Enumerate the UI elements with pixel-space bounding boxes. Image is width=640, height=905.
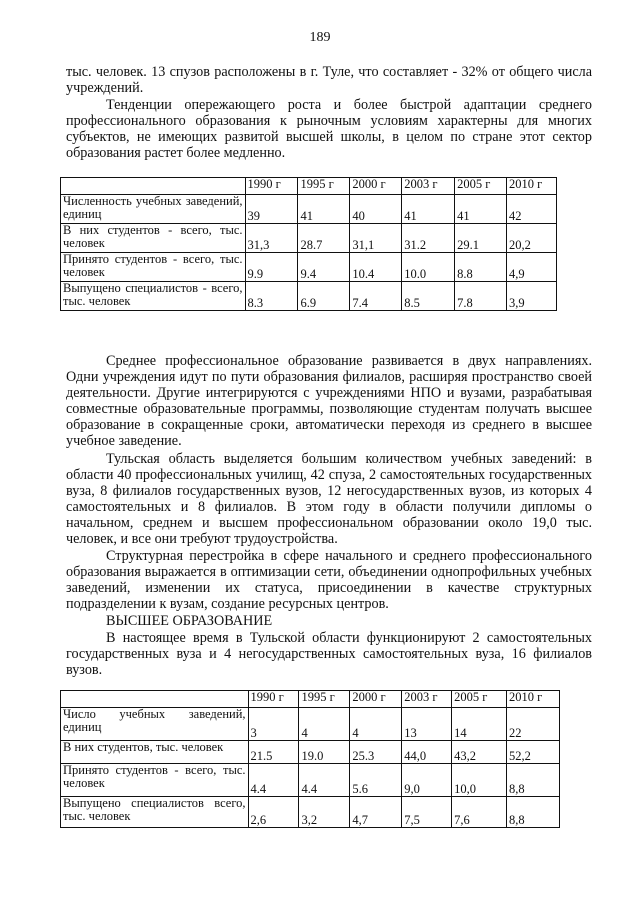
table-cell: 43,2 <box>452 741 507 764</box>
table-row <box>61 797 560 828</box>
table-cell: 31,1 <box>350 224 402 253</box>
column-header: 1990 г <box>248 691 299 708</box>
table-cell: 42 <box>507 195 557 224</box>
column-header: 1990 г <box>245 178 298 195</box>
row-label: Принято студентов - всего, тыс. человек <box>61 253 246 282</box>
table-cell: 39 <box>245 195 298 224</box>
table-cell: 9.4 <box>298 253 350 282</box>
table-cell: 8.8 <box>455 253 507 282</box>
row-label: Численность учебных заведений, единиц <box>61 195 246 224</box>
table-cell: 7.4 <box>350 282 402 311</box>
table-cell: 5.6 <box>350 764 402 797</box>
table-cell: 10.4 <box>350 253 402 282</box>
table-cell: 8.3 <box>245 282 298 311</box>
table-cell: 3 <box>248 708 299 741</box>
table-cell: 4 <box>299 708 350 741</box>
paragraph-tula-region: Тульская область выделяется большим количеством учебных заведений: в области 40 профессиональных училищ, 42 спуза, 2 самостоятельных государственных вуза, 8 филиалов государственных вузов, 12 негосударственных вузов, из которых 4 самостоятельных и 8 филиалов. В этом году в области получили дипломы о начальном, среднем и высшем профессиональном образовании около 19,0 тыс. человек, и все они требуют трудоустройства. <box>66 451 592 548</box>
table-cell: 41 <box>402 195 455 224</box>
table-header-empty <box>61 691 249 708</box>
table-cell: 6.9 <box>298 282 350 311</box>
table-cell: 44,0 <box>402 741 452 764</box>
column-header: 2000 г <box>350 691 402 708</box>
table-row <box>61 764 560 797</box>
column-header: 1995 г <box>298 178 350 195</box>
table-cell: 8,8 <box>507 764 560 797</box>
table-cell: 25.3 <box>350 741 402 764</box>
table-row <box>61 253 557 282</box>
table-cell: 9,0 <box>402 764 452 797</box>
table-row <box>61 741 560 764</box>
table-cell: 3,9 <box>507 282 557 311</box>
table-cell: 8,8 <box>507 797 560 828</box>
row-label: В них студентов, тыс. человек <box>61 741 249 764</box>
secondary-education-table <box>60 177 557 311</box>
table-cell: 29.1 <box>455 224 507 253</box>
table-cell: 7,5 <box>402 797 452 828</box>
table-row <box>61 195 557 224</box>
paragraph-higher-education: В настоящее время в Тульской области функционируют 2 самостоятельных государственных вуза и 4 негосударственных самостоятельных вуза, 16 филиалов вузов. <box>66 630 592 679</box>
table-row <box>61 224 557 253</box>
table-cell: 13 <box>402 708 452 741</box>
table-cell: 4,7 <box>350 797 402 828</box>
table-cell: 31.2 <box>402 224 455 253</box>
table-cell: 40 <box>350 195 402 224</box>
table-header-row <box>61 178 557 195</box>
table-cell: 52,2 <box>507 741 560 764</box>
column-header: 2000 г <box>350 178 402 195</box>
table-cell: 20,2 <box>507 224 557 253</box>
column-header: 2005 г <box>452 691 507 708</box>
row-label: Выпущено специалистов всего, тыс. человек <box>61 797 249 828</box>
column-header: 1995 г <box>299 691 350 708</box>
table-cell: 4.4 <box>299 764 350 797</box>
table-cell: 22 <box>507 708 560 741</box>
table-cell: 10.0 <box>402 253 455 282</box>
table-cell: 14 <box>452 708 507 741</box>
paragraph-continuation: тыс. человек. 13 спузов расположены в г. Туле, что составляет - 32% от общего числа учреждений. <box>66 64 592 97</box>
table-cell: 10,0 <box>452 764 507 797</box>
table-cell: 7,6 <box>452 797 507 828</box>
page-number: 189 <box>309 30 331 45</box>
table-cell: 21.5 <box>248 741 299 764</box>
section-heading: ВЫСШЕЕ ОБРАЗОВАНИЕ <box>106 613 273 629</box>
column-header: 2010 г <box>507 178 557 195</box>
table-cell: 41 <box>298 195 350 224</box>
column-header: 2005 г <box>455 178 507 195</box>
table-cell: 19.0 <box>299 741 350 764</box>
table-cell: 4 <box>350 708 402 741</box>
table-row <box>61 282 557 311</box>
paragraph-trends: Тенденции опережающего роста и более быстрой адаптации среднего профессионального образования к рыночным условиям характерны для многих субъектов, не имеющих развитой высшей школы, в целом по стране этот сектор образования растет более медленно. <box>66 97 592 162</box>
table-cell: 7.8 <box>455 282 507 311</box>
table-cell: 31,3 <box>245 224 298 253</box>
table-cell: 4,9 <box>507 253 557 282</box>
table-header-row <box>61 691 560 708</box>
table-cell: 28.7 <box>298 224 350 253</box>
table-cell: 2,6 <box>248 797 299 828</box>
table-cell: 4.4 <box>248 764 299 797</box>
table-cell: 3,2 <box>299 797 350 828</box>
table-cell: 8.5 <box>402 282 455 311</box>
paragraph-restructuring: Структурная перестройка в сфере начального и среднего профессионального образования выражается в оптимизации сети, объединении однопрофильных учебных заведений, изменении их статуса, присоединении в качестве структурных подразделении к вузам, создание ресурсных центров. <box>66 548 592 613</box>
paragraph-directions: Среднее профессиональное образование развивается в двух направлениях. Одни учреждения идут по пути образования филиалов, расширяя пространство своей деятельности. Другие интегрируются с учреждениями НПО и вузами, разрабатывая совместные образовательные программы, позволяющие студентам получать высшее образование в сокращенные сроки, автоматически переходя из среднего в высшее учебное заведение. <box>66 353 592 450</box>
table-row <box>61 708 560 741</box>
higher-education-table <box>60 690 560 828</box>
table-header-empty <box>61 178 246 195</box>
row-label: Выпущено специалистов - всего, тыс. человек <box>61 282 246 311</box>
table-cell: 41 <box>455 195 507 224</box>
row-label: Принято студентов - всего, тыс. человек <box>61 764 249 797</box>
column-header: 2003 г <box>402 178 455 195</box>
row-label: Число учебных заведений, единиц <box>61 708 249 741</box>
row-label: В них студентов - всего, тыс. человек <box>61 224 246 253</box>
column-header: 2010 г <box>507 691 560 708</box>
table-cell: 9.9 <box>245 253 298 282</box>
column-header: 2003 г <box>402 691 452 708</box>
